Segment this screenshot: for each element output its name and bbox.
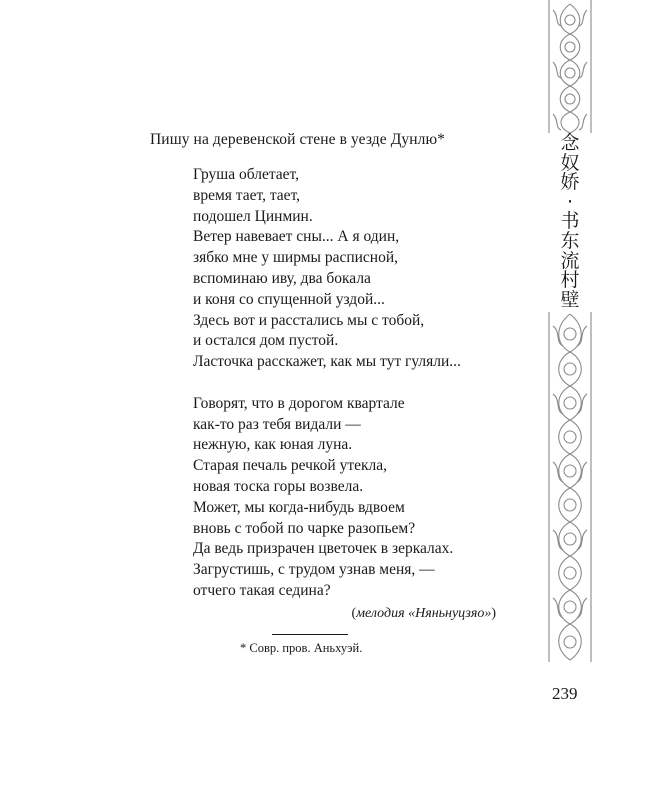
poem-line: и остался дом пустой. bbox=[193, 332, 339, 350]
poem-line: новая тоска горы возвела. bbox=[193, 477, 364, 495]
poem-line: вновь с тобой по чарке разопьем? bbox=[193, 519, 416, 537]
melody-attribution bbox=[351, 606, 496, 622]
side-title-char: 娇 bbox=[560, 171, 580, 194]
poem-line: подошел Цинмин. bbox=[193, 207, 313, 225]
poem-line: Ветер навевает сны... А я один, bbox=[193, 228, 400, 246]
side-title-char: 壁 bbox=[560, 288, 580, 311]
poem-line: Загрустишь, с трудом узнав меня, — bbox=[193, 561, 435, 579]
poem-title: Пишу на деревенской стене в уезде Дунлю* bbox=[150, 131, 445, 148]
stanza-gap bbox=[193, 373, 523, 394]
poem-line: Может, мы когда-нибудь вдвоем bbox=[193, 498, 405, 516]
poem-line: Груша облетает, bbox=[193, 166, 300, 183]
side-title-char: · bbox=[566, 190, 574, 213]
page-number: 239 bbox=[552, 684, 578, 703]
poem-line: нежную, как юная луна. bbox=[193, 436, 353, 454]
side-title-char: 流 bbox=[560, 249, 580, 272]
poem-line: Говорят, что в дорогом квартале bbox=[193, 394, 405, 412]
ornament-border-bottom-icon bbox=[543, 312, 597, 662]
poem-line: время тает, тает, bbox=[193, 186, 301, 204]
side-title-char: 奴 bbox=[560, 151, 580, 174]
poem-line: как-то раз тебя видали — bbox=[193, 415, 361, 433]
ornament-border-top-icon bbox=[543, 0, 597, 133]
poem-line: вспоминаю иву, два бокала bbox=[193, 269, 371, 287]
melody-name: мелодия «Няньнуцзяо» bbox=[356, 606, 492, 621]
melody-close-paren: ) bbox=[491, 606, 496, 621]
vertical-chinese-title bbox=[551, 134, 589, 312]
footnote: * Совр. пров. Аньхуэй. bbox=[240, 641, 363, 655]
poem-line: Ласточка расскажет, как мы тут гуляли... bbox=[193, 353, 461, 371]
poem-line: Здесь вот и расстались мы с тобой, bbox=[193, 311, 425, 329]
poem-line: Да ведь призрачен цветочек в зеркалах. bbox=[193, 540, 454, 558]
poem-line: Старая печаль речкой утекла, bbox=[193, 457, 388, 475]
poem-line: отчего такая седина? bbox=[193, 581, 331, 599]
poem-line: и коня со спущенной уздой... bbox=[193, 290, 385, 308]
side-title-char: 东 bbox=[560, 229, 580, 252]
side-title-char: 村 bbox=[560, 269, 580, 292]
melody-open-paren: ( bbox=[351, 606, 357, 621]
side-title-char: 书 bbox=[560, 210, 580, 233]
footnote-divider bbox=[272, 634, 348, 635]
poem-line: зябко мне у ширмы расписной, bbox=[193, 249, 399, 267]
side-title-char: 念 bbox=[560, 132, 580, 154]
poem-body bbox=[193, 165, 523, 602]
